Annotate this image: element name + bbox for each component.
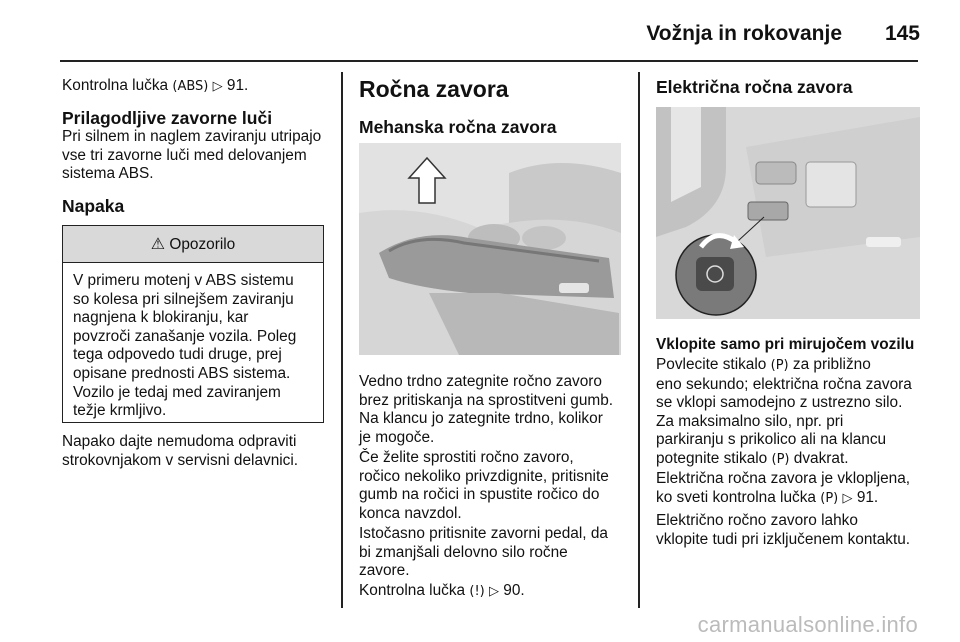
section-title: Vožnja in rokovanje [646, 22, 842, 45]
fault-paragraph: Napako dajte nemudoma odpraviti strokovnjakom v servisni delavnici. [62, 433, 299, 469]
subheading-vehicle-stationary: Vklopite samo pri mirujočem vozilu [656, 336, 915, 353]
paragraph-brake-engaged: Električna ročna zavora je vklopljena, ko sveti kontrolna lučka (P) ▷ 91. [656, 470, 911, 506]
paragraph-pedal: Istočasno pritisnite zavorni pedal, da bi zmanjšali delovno silo ročne zavore. [359, 525, 608, 580]
warning-header [63, 226, 323, 263]
page-number: 145 [884, 22, 920, 45]
brake-warning-icon: (!) [469, 584, 485, 599]
warning-box [62, 225, 324, 423]
electric-brake-switch-drawing [656, 107, 920, 319]
abs-symbol-icon: (ABS) [172, 79, 209, 94]
heading-fault: Napaka [62, 196, 125, 216]
paragraph-pull-switch: Povlecite stikalo (P) za približno eno sekundo; električna ročna zavora se vklopi samodejno z ustrezno silo. Za maksimalno silo, npr. pri parkiranju s prikolico ali na klancu potegnite stikalo (P) dvakrat. [656, 356, 912, 467]
footer-watermark: carmanualsonline.info [697, 612, 918, 637]
paragraph-apply: Vedno trdno zategnite ročno zavoro brez pritiskanja na sprostitveni gumb. Na klancu jo zategnite trdno, kolikor je mogoče. [359, 373, 614, 446]
column-divider-1 [341, 72, 343, 608]
column-divider-2 [638, 72, 640, 608]
adaptive-paragraph: Pri silnem in naglem zaviranju utripajo vse tri zavorne luči med delovanjem sistema ABS. [62, 128, 322, 183]
control-light-line-2: Kontrolna lučka (!) ▷ 90. [359, 582, 525, 599]
ref-arrow-icon: ▷ [489, 584, 500, 599]
paragraph-ignition-off: Električno ročno zavoro lahko vklopite tudi pri izključenem kontaktu. [656, 512, 911, 548]
warning-title: Opozorilo [169, 236, 236, 253]
ref-arrow-icon: ▷ [842, 490, 853, 506]
heading-mechanical-brake: Mehanska ročna zavora [359, 117, 557, 137]
mechanical-brake-illustration [359, 143, 621, 355]
warning-triangle-icon: ⚠ [150, 234, 166, 253]
control-light-line: Kontrolna lučka (ABS) ▷ 91. [62, 77, 249, 94]
parking-brake-icon: (P) [770, 358, 789, 373]
header-rule [60, 60, 918, 62]
warning-body: V primeru motenj v ABS sistemu so kolesa pri silnejšem zaviranju nagnjena k blokiranju, kar povzroči zanašanje vozila. Poleg tega odpovedo tudi druge, prej opisane prednosti ABS sistema. Vozilo je tedaj med zaviranjem težje krmljivo. [73, 272, 297, 420]
page-header [0, 0, 960, 62]
electric-brake-illustration [656, 107, 920, 319]
paragraph-release: Če želite sprostiti ročno zavoro, ročico nekoliko privzdignite, pritisnite gumb na ročici in spustite ročico do konca navzdol. [359, 449, 609, 522]
heading-parking-brake: Ročna zavora [359, 76, 509, 102]
handbrake-lever-drawing [359, 143, 621, 355]
parking-brake-icon: (P) [771, 451, 790, 467]
ref-arrow-icon: ▷ [212, 79, 223, 94]
parking-brake-icon: (P) [820, 490, 839, 506]
heading-adaptive-brake-lights: Prilagodljive zavorne luči [62, 108, 273, 128]
heading-electric-brake: Električna ročna zavora [656, 77, 853, 97]
